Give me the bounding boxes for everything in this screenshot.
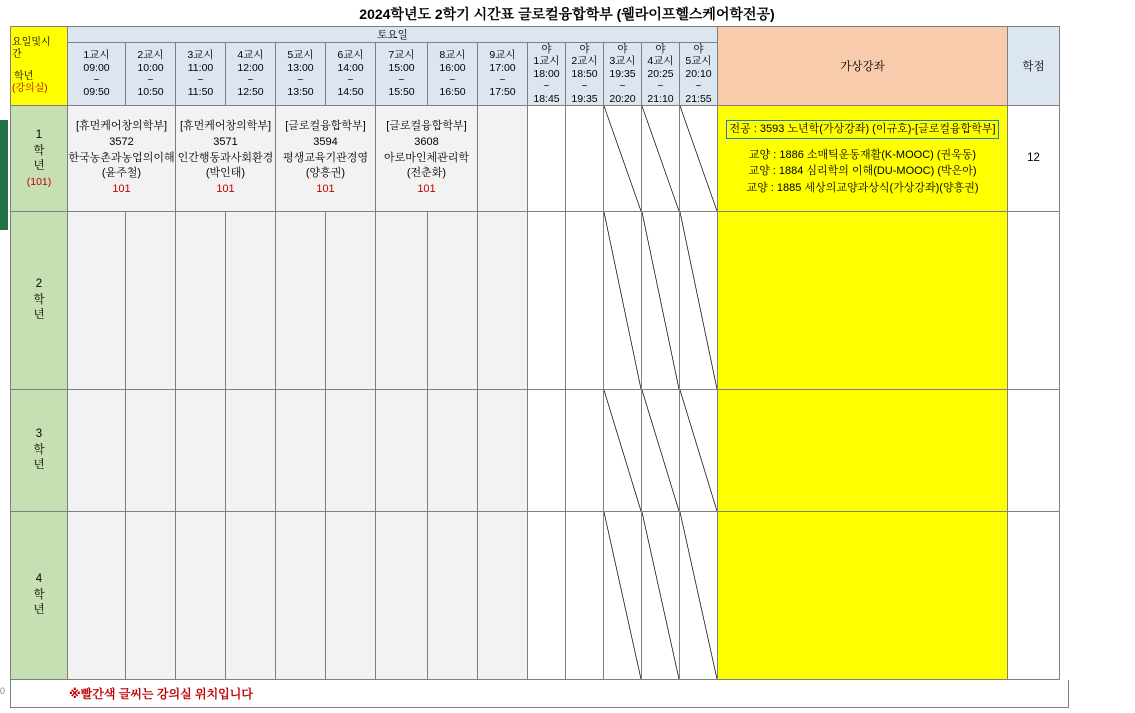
class-cell[interactable] <box>176 105 276 211</box>
period-end: 12:50 <box>237 86 264 99</box>
credit-cell[interactable] <box>1008 389 1060 511</box>
period-tilde: ~ <box>347 73 354 86</box>
period-start: 18:00 <box>533 67 560 80</box>
timetable <box>10 26 1060 680</box>
corner-label <box>11 27 68 106</box>
empty-period-cell[interactable] <box>176 211 226 389</box>
class-professor: (윤주철) <box>101 167 142 180</box>
period-header-8 <box>428 43 478 106</box>
period-name: 7교시 <box>388 49 415 62</box>
virtual-course-cell[interactable] <box>718 389 1008 511</box>
period-name: 3교시 <box>187 49 214 62</box>
night-period-blocked-cell <box>604 105 642 211</box>
empty-period-cell[interactable] <box>68 389 126 511</box>
class-name: 아로마인체관리학 <box>383 151 469 164</box>
period-name: 야 5교시 <box>685 43 712 68</box>
class-code: 3572 <box>109 135 134 148</box>
corner-line2: 간 <box>12 48 22 60</box>
empty-period-cell[interactable] <box>126 211 176 389</box>
table-row <box>11 105 1060 211</box>
empty-period-cell[interactable] <box>276 211 326 389</box>
corner-line1: 요일및시 <box>12 36 51 48</box>
class-dept: [휴먼케어창의학부] <box>179 120 272 133</box>
period-tilde: ~ <box>93 73 100 86</box>
corner-line3: 학년 <box>14 70 34 82</box>
period-tilde: ~ <box>297 73 304 86</box>
night-period-blocked-cell <box>642 105 680 211</box>
class-name: 인간행동과사회환경 <box>177 151 274 164</box>
empty-period-cell[interactable] <box>126 511 176 679</box>
period-start: 11:00 <box>187 61 214 74</box>
night-period-blocked-cell <box>642 211 680 389</box>
year-cell-3 <box>11 389 68 511</box>
night-period-blocked-cell <box>680 389 718 511</box>
period-end: 21:55 <box>685 92 712 105</box>
period-end: 10:50 <box>137 86 164 99</box>
period-tilde: ~ <box>581 80 588 93</box>
year-label: 4 학 년 <box>33 573 45 617</box>
period-tilde: ~ <box>657 80 664 93</box>
empty-period-cell[interactable] <box>226 211 276 389</box>
empty-period-cell[interactable] <box>176 389 226 511</box>
class-dept: [글로컬융합학부] <box>386 120 467 133</box>
table-row <box>11 389 1060 511</box>
virtual-course-line: 교양 : 1885 세상의교양과상식(가상강좌)(양흥권) <box>746 181 979 194</box>
night-period-blocked-cell <box>680 211 718 389</box>
night-period-blocked-cell <box>604 389 642 511</box>
period-start: 13:00 <box>287 61 314 74</box>
header-row-top <box>11 27 1060 43</box>
night-period-blocked-cell <box>680 105 718 211</box>
footer-note: ※빨간색 글씨는 강의실 위치입니다 <box>10 680 1069 708</box>
empty-period-cell[interactable] <box>376 211 428 389</box>
period-end: 13:50 <box>287 86 314 99</box>
class-dept: [글로컬융합학부] <box>285 120 366 133</box>
empty-period-cell[interactable] <box>326 389 376 511</box>
period-start: 09:00 <box>83 61 110 74</box>
period-header-14 <box>680 43 718 106</box>
period-start: 20:10 <box>685 67 712 80</box>
period-start: 17:00 <box>489 61 516 74</box>
period-header-4 <box>226 43 276 106</box>
period-end: 19:35 <box>571 92 598 105</box>
class-name: 한국농촌과농업의이해 <box>68 151 175 164</box>
period-tilde: ~ <box>619 80 626 93</box>
empty-period-cell[interactable] <box>226 389 276 511</box>
period-header-6 <box>326 43 376 106</box>
period-name: 2교시 <box>137 49 164 62</box>
empty-period-cell[interactable] <box>276 389 326 511</box>
period-tilde: ~ <box>449 73 456 86</box>
period-tilde: ~ <box>147 73 154 86</box>
empty-period-cell[interactable] <box>326 211 376 389</box>
credit-cell[interactable] <box>1008 511 1060 679</box>
empty-period-cell[interactable] <box>326 511 376 679</box>
class-code: 3571 <box>213 135 238 148</box>
corner-line4: (강의실) <box>12 82 48 94</box>
class-room: 101 <box>112 182 131 195</box>
period-end: 16:50 <box>439 86 466 99</box>
empty-period-cell[interactable] <box>428 389 478 511</box>
night-period-blocked-cell <box>604 211 642 389</box>
year-cell-2 <box>11 211 68 389</box>
virtual-course-header: 가상강좌 <box>718 27 1008 106</box>
class-code: 3594 <box>313 135 338 148</box>
row-marker: 0 <box>0 686 6 696</box>
page-title: 2024학년도 2학기 시간표 글로컬융합학부 (웰라이프헬스케어학전공) <box>359 6 775 22</box>
period-end: 15:50 <box>388 86 415 99</box>
night-period-blocked-cell <box>642 389 680 511</box>
year-label: 2 학 년 <box>33 278 45 322</box>
night-period-cell[interactable] <box>528 511 566 679</box>
night-period-blocked-cell <box>642 511 680 679</box>
period-header-7 <box>376 43 428 106</box>
period-name: 5교시 <box>287 49 314 62</box>
year-cell-4 <box>11 511 68 679</box>
period-tilde: ~ <box>695 80 702 93</box>
year-room-label: (101) <box>26 175 52 188</box>
class-room: 101 <box>417 182 436 195</box>
table-row <box>11 511 1060 679</box>
empty-period-cell[interactable] <box>68 511 126 679</box>
period-tilde: ~ <box>543 80 550 93</box>
period-header-2 <box>126 43 176 106</box>
period-header-10 <box>528 43 566 106</box>
period-start: 15:00 <box>388 61 415 74</box>
period-tilde: ~ <box>499 73 506 86</box>
period-header-13 <box>642 43 680 106</box>
night-period-cell[interactable] <box>566 105 604 211</box>
period-start: 16:00 <box>439 61 466 74</box>
period-name: 야 1교시 <box>533 43 560 68</box>
empty-period-cell[interactable] <box>68 211 126 389</box>
virtual-course-line: 교양 : 1886 소매틱운동재활(K-MOOC) (권욱동) <box>748 148 977 161</box>
period-end: 11:50 <box>187 86 214 99</box>
table-row <box>11 211 1060 389</box>
period-end: 18:45 <box>533 92 560 105</box>
period-start: 19:35 <box>609 67 636 80</box>
empty-period-cell[interactable] <box>478 511 528 679</box>
class-room: 101 <box>216 182 235 195</box>
class-code: 3608 <box>414 135 439 148</box>
period-header-12 <box>604 43 642 106</box>
period-end: 17:50 <box>489 86 516 99</box>
empty-period-cell[interactable] <box>376 389 428 511</box>
year-cell-1 <box>11 105 68 211</box>
period-name: 야 3교시 <box>609 43 636 68</box>
virtual-course-cell[interactable] <box>718 105 1008 211</box>
period-end: 21:10 <box>647 92 674 105</box>
period-start: 12:00 <box>237 61 264 74</box>
credit-header: 학점 <box>1008 27 1060 106</box>
night-period-cell[interactable] <box>528 105 566 211</box>
night-period-blocked-cell <box>680 511 718 679</box>
saturday-header: 토요일 <box>68 27 718 43</box>
period-header-3 <box>176 43 226 106</box>
virtual-course-spacer <box>718 139 1007 147</box>
virtual-course-line <box>718 120 1007 139</box>
night-period-cell[interactable] <box>566 511 604 679</box>
empty-period-cell[interactable] <box>478 105 528 211</box>
night-period-cell[interactable] <box>566 389 604 511</box>
empty-period-cell[interactable] <box>478 211 528 389</box>
period-name: 야 2교시 <box>571 43 598 68</box>
period-name: 4교시 <box>237 49 264 62</box>
period-end: 09:50 <box>83 86 110 99</box>
empty-period-cell[interactable] <box>478 389 528 511</box>
period-start: 10:00 <box>137 61 164 74</box>
virtual-course-cell[interactable] <box>718 511 1008 679</box>
class-professor: (전춘화) <box>406 167 447 180</box>
class-name: 평생교육기관경영 <box>282 151 368 164</box>
period-name: 8교시 <box>439 49 466 62</box>
empty-period-cell[interactable] <box>226 511 276 679</box>
empty-period-cell[interactable] <box>376 511 428 679</box>
period-header-5 <box>276 43 326 106</box>
year-label: 1 학 년 <box>33 129 45 173</box>
class-professor: (양흥권) <box>305 167 346 180</box>
period-header-9 <box>478 43 528 106</box>
period-name: 6교시 <box>337 49 364 62</box>
row-selection-indicator <box>0 120 8 230</box>
empty-period-cell[interactable] <box>428 211 478 389</box>
virtual-course-selected-text: 전공 : 3593 노년학(가상강좌) (이규호)-[글로컬융합학부] <box>726 120 998 139</box>
period-header-11 <box>566 43 604 106</box>
class-cell[interactable] <box>68 105 176 211</box>
period-name: 9교시 <box>489 49 516 62</box>
class-dept: [휴먼케어창의학부] <box>75 120 168 133</box>
empty-period-cell[interactable] <box>176 511 226 679</box>
period-start: 14:00 <box>337 61 364 74</box>
class-cell[interactable] <box>276 105 376 211</box>
period-name: 야 4교시 <box>647 43 674 68</box>
night-period-blocked-cell <box>604 511 642 679</box>
night-period-cell[interactable] <box>528 389 566 511</box>
night-period-cell[interactable] <box>528 211 566 389</box>
class-room: 101 <box>316 182 335 195</box>
credit-cell[interactable]: 12 <box>1008 105 1060 211</box>
empty-period-cell[interactable] <box>126 389 176 511</box>
period-tilde: ~ <box>398 73 405 86</box>
period-header-1 <box>68 43 126 106</box>
period-name: 1교시 <box>83 49 110 62</box>
class-cell[interactable] <box>376 105 478 211</box>
period-start: 18:50 <box>571 67 598 80</box>
credit-cell[interactable] <box>1008 211 1060 389</box>
virtual-course-cell[interactable] <box>718 211 1008 389</box>
virtual-course-line: 교양 : 1884 심리학의 이해(DU-MOOC) (박은아) <box>748 165 977 178</box>
night-period-cell[interactable] <box>566 211 604 389</box>
period-end: 20:20 <box>609 92 636 105</box>
class-professor: (박인태) <box>205 167 246 180</box>
period-start: 20:25 <box>647 67 674 80</box>
period-tilde: ~ <box>247 73 254 86</box>
year-label: 3 학 년 <box>33 428 45 472</box>
empty-period-cell[interactable] <box>428 511 478 679</box>
empty-period-cell[interactable] <box>276 511 326 679</box>
period-tilde: ~ <box>197 73 204 86</box>
period-end: 14:50 <box>337 86 364 99</box>
